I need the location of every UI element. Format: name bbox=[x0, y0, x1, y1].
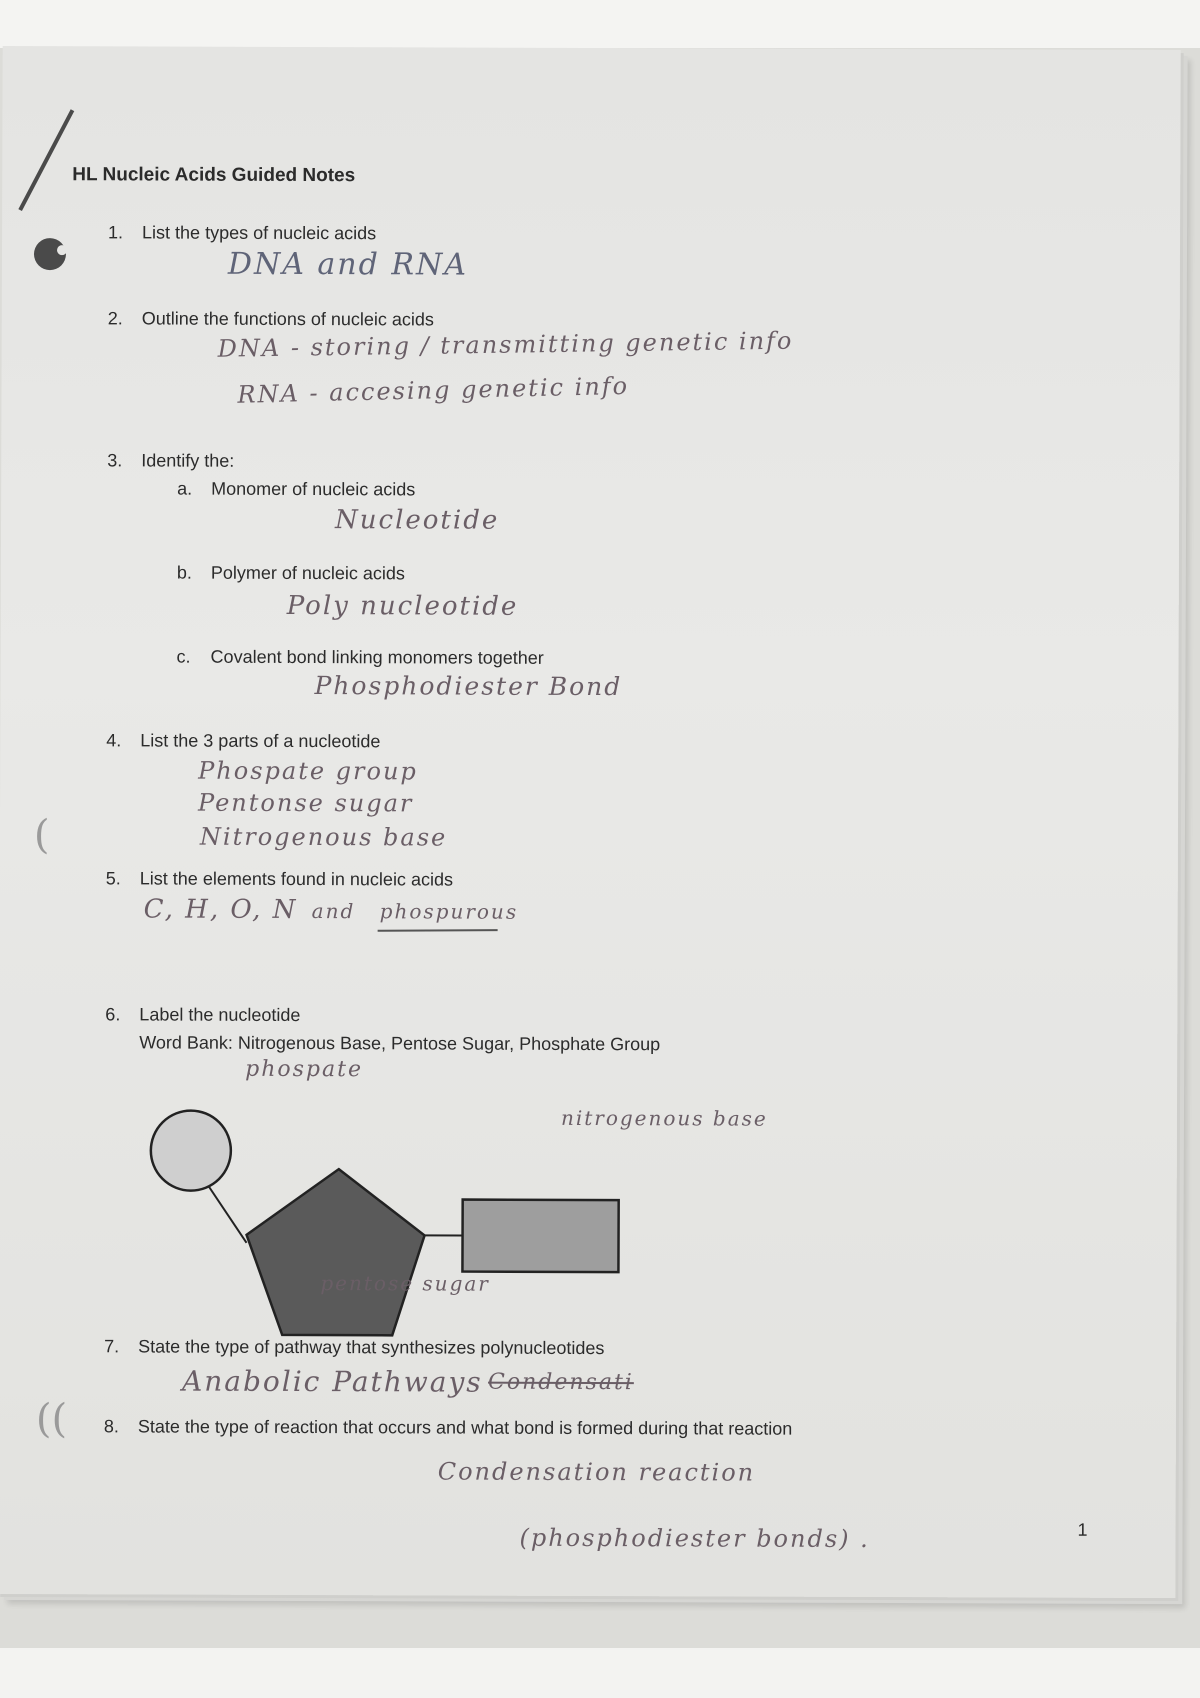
handwritten-answer: DNA - storing / transmitting genetic info bbox=[217, 326, 794, 363]
margin-double-arc-mark: (( bbox=[35, 1396, 68, 1443]
base-rectangle bbox=[462, 1200, 618, 1273]
handwritten-answer: C, H, O, N bbox=[143, 894, 298, 925]
table-surface bbox=[0, 1648, 1200, 1698]
handwritten-answer: Poly nucleotide bbox=[286, 590, 519, 622]
worksheet-page bbox=[0, 46, 1181, 1598]
question-number: 6. bbox=[105, 1004, 121, 1025]
handwritten-answer: Anabolic Pathways bbox=[181, 1364, 483, 1399]
handwritten-answer: phospurous bbox=[379, 899, 519, 924]
subquestion-text: Covalent bond linking monomers together bbox=[210, 646, 544, 668]
handwritten-answer: Condensation reaction bbox=[437, 1457, 756, 1487]
nucleotide-diagram bbox=[136, 1106, 657, 1348]
word-bank: Word Bank: Nitrogenous Base, Pentose Sugar, Phosphate Group bbox=[139, 1032, 661, 1055]
handwritten-answer: (phosphodiester bonds) . bbox=[519, 1523, 870, 1553]
question-number: 1. bbox=[108, 222, 124, 243]
question-text: List the 3 parts of a nucleotide bbox=[140, 730, 381, 752]
handwritten-answer: and bbox=[311, 899, 356, 924]
question-number: 7. bbox=[104, 1336, 120, 1357]
handwritten-answer: DNA and RNA bbox=[227, 246, 468, 283]
handwritten-answer: Phospate group bbox=[198, 756, 418, 786]
question-text: State the type of reaction that occurs and what bond is formed during that reaction bbox=[137, 1416, 793, 1439]
subquestion-text: Polymer of nucleic acids bbox=[210, 562, 405, 584]
answer-underline bbox=[378, 929, 498, 932]
handwritten-answer: Nitrogenous base bbox=[199, 822, 448, 852]
question-number: 5. bbox=[105, 868, 121, 889]
question-text: List the elements found in nucleic acids bbox=[139, 868, 454, 890]
subquestion-text: Monomer of nucleic acids bbox=[211, 478, 416, 500]
pen-stroke-mark bbox=[16, 106, 76, 216]
question-number: 3. bbox=[107, 450, 123, 471]
question-text: Outline the functions of nucleic acids bbox=[141, 308, 434, 330]
margin-dot-mark bbox=[32, 234, 72, 278]
crossed-out-answer: Condensati bbox=[488, 1369, 634, 1396]
question-number: 8. bbox=[103, 1416, 119, 1437]
question-number: 2. bbox=[107, 308, 123, 329]
subquestion-letter: c. bbox=[176, 646, 191, 667]
handwritten-answer: RNA - accesing genetic info bbox=[237, 371, 630, 409]
page-title: HL Nucleic Acids Guided Notes bbox=[72, 164, 356, 187]
page-number: 1 bbox=[1077, 1519, 1088, 1540]
question-text: List the types of nucleic acids bbox=[142, 222, 377, 244]
handwritten-label: pentose sugar bbox=[320, 1271, 490, 1296]
margin-arc-mark: ( bbox=[33, 812, 50, 859]
handwritten-label: nitrogenous base bbox=[560, 1105, 768, 1131]
question-text: Label the nucleotide bbox=[139, 1004, 301, 1025]
phosphate-circle bbox=[151, 1110, 231, 1190]
subquestion-letter: a. bbox=[177, 478, 193, 499]
question-text: State the type of pathway that synthesizes polynucleotides bbox=[138, 1336, 605, 1359]
handwritten-label: phospate bbox=[245, 1056, 364, 1083]
subquestion-letter: b. bbox=[176, 562, 192, 583]
handwritten-answer: Phosphodiester Bond bbox=[314, 671, 623, 702]
pentose-pentagon bbox=[246, 1169, 425, 1336]
question-text: Identify the: bbox=[141, 450, 235, 471]
question-number: 4. bbox=[106, 730, 122, 751]
handwritten-answer: Pentonse sugar bbox=[198, 788, 414, 818]
handwritten-answer: Nucleotide bbox=[334, 505, 500, 536]
